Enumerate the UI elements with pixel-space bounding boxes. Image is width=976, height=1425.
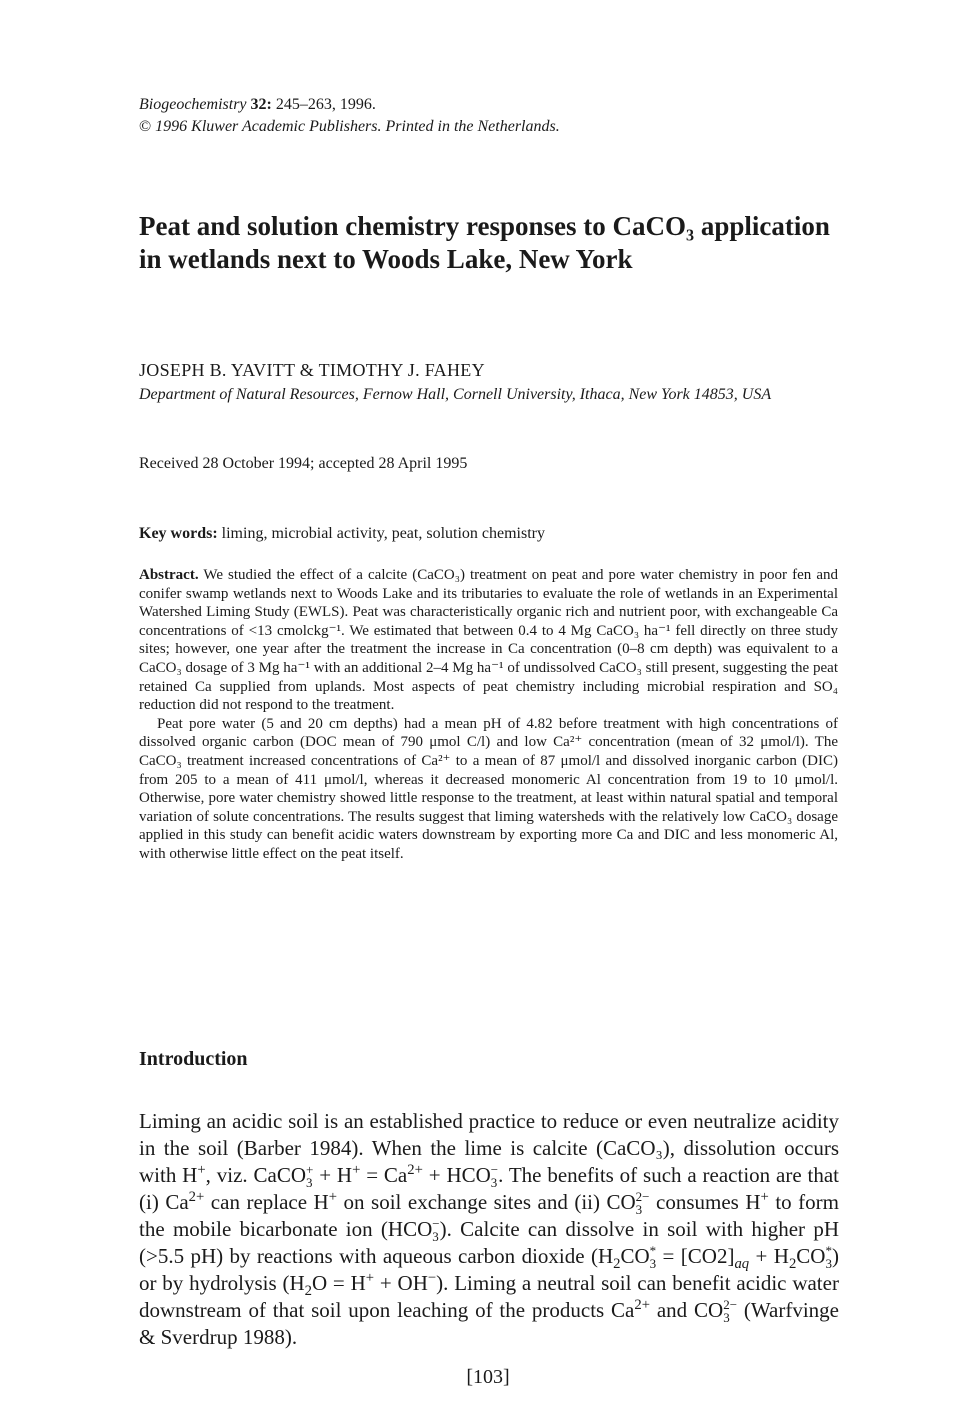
copyright-text: 1996 Kluwer Academic Publishers. Printed in the Netherlands.: [155, 118, 560, 135]
journal-citation: [139, 94, 560, 138]
keywords-text: liming, microbial activity, peat, solution chemistry: [221, 525, 545, 542]
copyright-line: [139, 116, 560, 138]
formula-stack: − 3: [432, 1216, 440, 1244]
authors: JOSEPH B. YAVITT & TIMOTHY J. FAHEY: [139, 360, 485, 380]
abstract-text-1: We studied the effect of a calcite (CaCO₃) treatment on peat and pore water chemistry in poor fen and conifer swamp wetlands next to Woods Lake and its tributaries to evaluate the role of wetlands in an Experimental Watershed Liming Study (EWLS). Peat was characteristically organic rich and nutrient poor, with exchangeable Ca concentrations of <13 cmolckg⁻¹. We estimated that between 0.4 to 4 Mg CaCO₃ ha⁻¹ fell directly on three study sites; however, one year after the treatment the increase in Ca concentration (0–8 cm depth) was equivalent to a CaCO₃ dosage of 3 Mg ha⁻¹ with an additional 2–4 Mg ha⁻¹ of undissolved CaCO₃ still present, suggesting the peat retained Ca supplied from uplands. Most aspects of peat chemistry including microbial respiration and SO₄ reduction did not respond to the treatment.: [139, 567, 838, 714]
received-dates: Received 28 October 1994; accepted 28 April 1995: [139, 455, 468, 472]
keywords: [139, 525, 545, 543]
abstract-label: Abstract.: [139, 567, 199, 583]
formula-stack: * 3: [825, 1243, 832, 1271]
formula-stack: 2− 3: [635, 1189, 650, 1217]
intro-paragraph: Liming an acidic soil is an established practice to reduce or even neutralize acidity in the soil (Barber 1984). When the lime is calcite (CaCO₃), dissolution occurs with H+, viz. CaCO + 3 + $H^+ = Ca^{2+}$ + HCO − 3 . The benefits of such a reaction are that (i) $Ca^{2+}$ can replace H+ on soil exchange sites and (ii) CO 2− 3 consumes H+ to form the mobile bicarbonate ion (HCO − 3 ). Calcite can dissolve in soil with higher pH (>5.5 pH) by reactions with aqueous carbon dioxide ($H_2CO$ * 3 = $[CO2]_{aq} + H_2CO$ * 3 ) or by hydrolysis $(H_2O = H^+ + OH^-)$. Liming a neutral soil can benefit acidic water downstream of that soil upon leaching of the products $Ca^{2+}$ and CO 2− 3 (Warfvinge & Sverdrup 1988).: [139, 1109, 839, 1349]
abstract: [139, 566, 838, 864]
copyright-icon: ©: [139, 118, 152, 135]
abstract-paragraph: [139, 715, 838, 864]
article-title: Peat and solution chemistry responses to CaCO₃ application in wetlands next to Woods Lake, New York: [139, 211, 830, 274]
abstract-paragraph: [139, 566, 838, 715]
abstract-text-2: Peat pore water (5 and 20 cm depths) had a mean pH of 4.82 before treatment with high concentrations of dissolved organic carbon (DOC mean of 790 μmol C/l) and low Ca²⁺ concentration (mean of 32 μmol/l). The CaCO₃ treatment increased concentrations of Ca²⁺ to a mean of 87 μmol/l and dissolved inorganic carbon (DIC) from 205 to a mean of 411 μmol/l, whereas it decreased monomeric Al concentration from 19 to 10 μmol/l. Otherwise, pore water chemistry showed little response to the treatment, at least within natural spatial and temporal variation of solute concentrations. The results suggest that liming watersheds with the relatively low CaCO₃ dosage applied in this study can benefit acidic waters downstream by exporting more Ca and DIC and less monomeric Al, with otherwise little effect on the peat itself.: [139, 715, 838, 862]
affiliation: Department of Natural Resources, Fernow Hall, Cornell University, Ithaca, New York 14853, USA: [139, 386, 772, 403]
formula-stack: + 3: [306, 1162, 314, 1190]
keywords-label: Key words:: [139, 525, 218, 542]
formula-stack: − 3: [490, 1162, 499, 1190]
page-number: [103]: [466, 1366, 510, 1388]
journal-line: [139, 94, 560, 116]
section-heading: Introduction: [139, 1048, 248, 1070]
journal-pages: 245–263, 1996.: [275, 96, 376, 113]
formula-stack: 2− 3: [723, 1297, 738, 1325]
formula-stack: * 3: [649, 1243, 657, 1271]
journal-volume: 32:: [250, 96, 272, 113]
journal-name: Biogeochemistry: [139, 96, 247, 113]
